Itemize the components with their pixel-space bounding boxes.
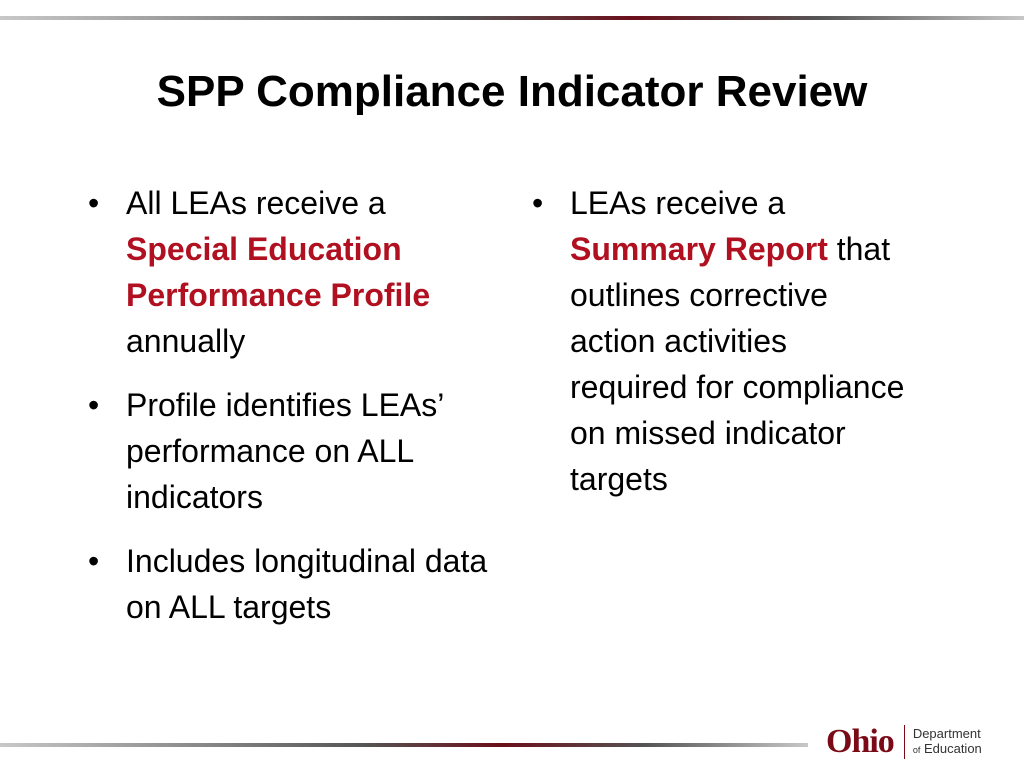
logo-of: of xyxy=(912,745,921,755)
bottom-divider xyxy=(0,743,808,747)
ohio-department-of-education-logo xyxy=(826,722,982,762)
right-bullet-list xyxy=(532,180,912,520)
bullet-text-after: annually xyxy=(126,323,246,359)
top-divider xyxy=(0,16,1024,20)
logo-education: Education xyxy=(923,741,982,756)
bullet-profile-identifies xyxy=(88,382,500,520)
bullet-text: Profile identifies LEAs’ performance on ALL indicators xyxy=(126,387,444,515)
bullet-text-before: All LEAs receive a xyxy=(126,185,386,221)
bullet-text-before: LEAs receive a xyxy=(570,185,786,221)
left-bullet-list xyxy=(88,180,500,648)
logo-separator xyxy=(904,725,905,759)
highlight-summary-report: Summary Report xyxy=(570,231,828,267)
bullet-performance-profile xyxy=(88,180,500,364)
bullet-longitudinal-data xyxy=(88,538,500,630)
bullet-text-after: that outlines corrective action activities required for compliance on missed indicator targets xyxy=(570,231,905,497)
logo-education-line xyxy=(913,741,982,758)
slide-title: SPP Compliance Indicator Review xyxy=(156,67,868,116)
highlight-performance-profile: Special Education Performance Profile xyxy=(126,231,431,313)
logo-department-line: Department xyxy=(912,726,981,741)
logo-department-text xyxy=(913,726,982,758)
logo-ohio-wordmark: Ohio xyxy=(826,723,894,760)
bullet-text: Includes longitudinal data on ALL targets xyxy=(126,543,488,625)
bullet-summary-report xyxy=(532,180,912,502)
